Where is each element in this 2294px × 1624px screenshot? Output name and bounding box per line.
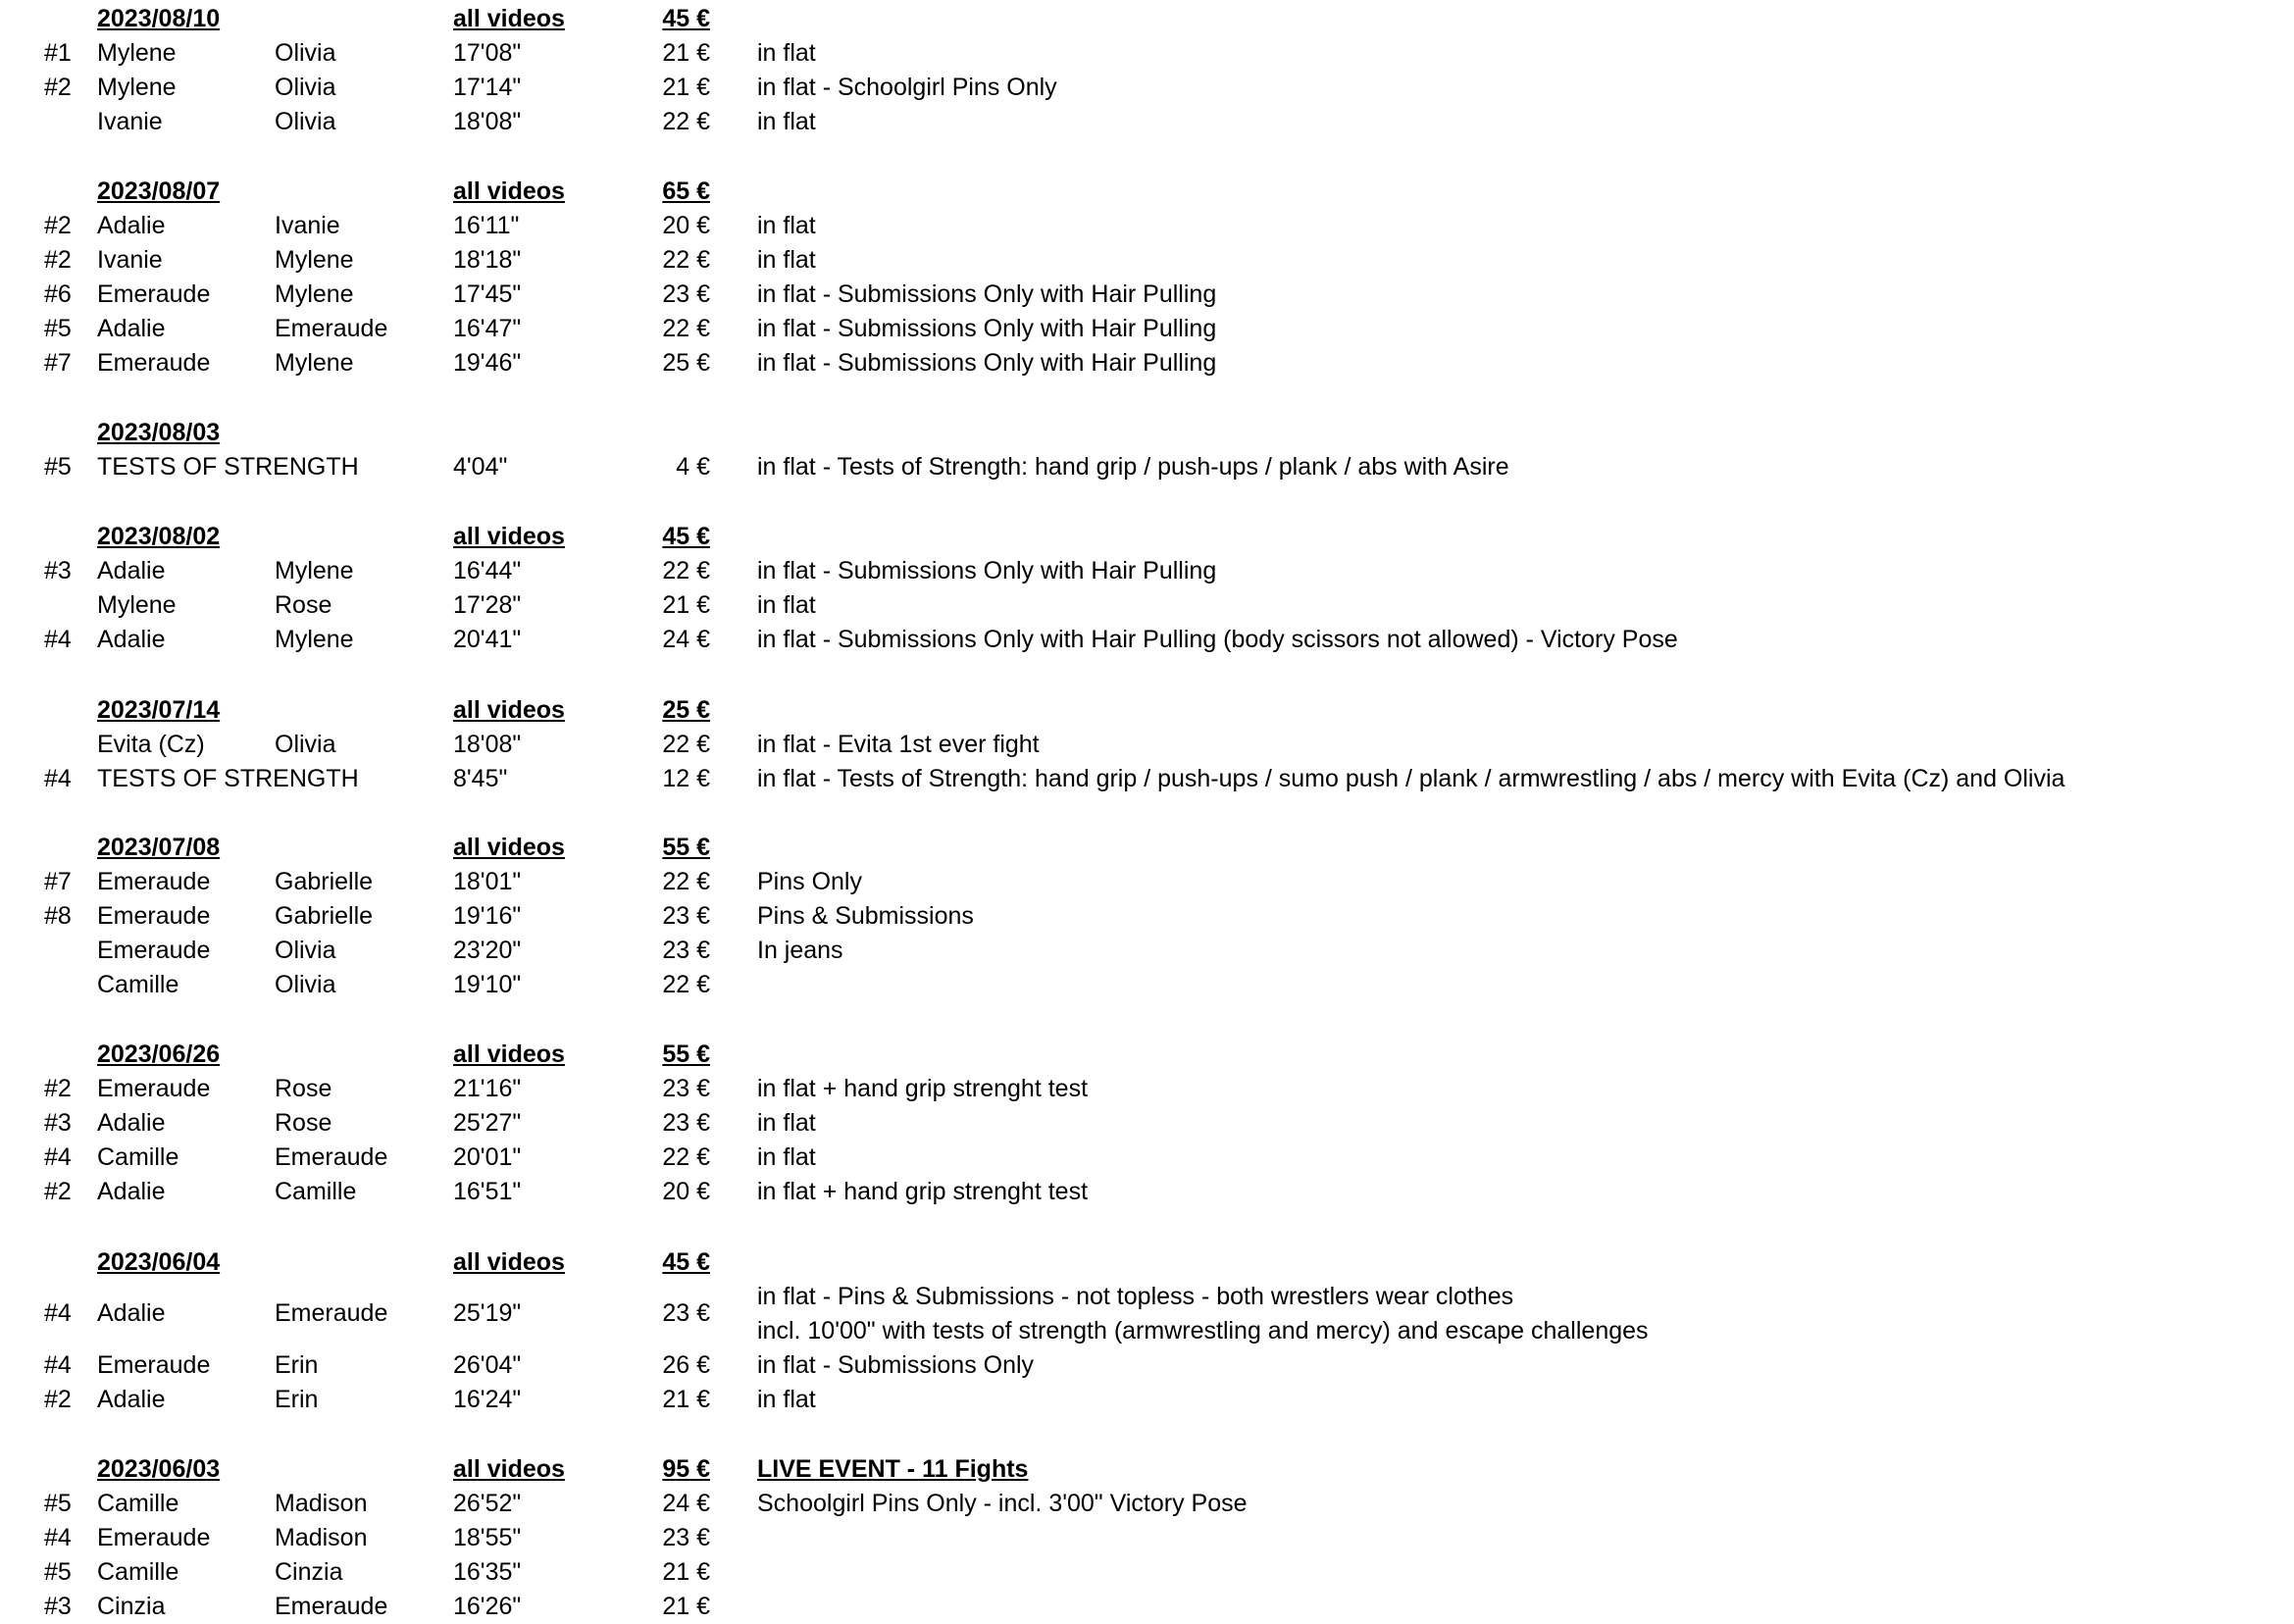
wrestler-1: Mylene xyxy=(97,591,177,619)
video-number: #4 xyxy=(44,1143,72,1171)
section-header xyxy=(0,520,2294,554)
section-header xyxy=(0,2,2294,36)
video-row xyxy=(0,865,2294,899)
video-row xyxy=(0,1383,2294,1417)
section-header xyxy=(0,1038,2294,1072)
section-header xyxy=(0,416,2294,450)
wrestler-2: Olivia xyxy=(275,731,336,758)
video-row xyxy=(0,968,2294,1002)
video-number: #8 xyxy=(44,902,72,930)
video-price: 23 € xyxy=(662,1299,710,1327)
wrestler-1: Adalie xyxy=(97,557,166,584)
video-number: #7 xyxy=(44,349,72,377)
video-price: 23 € xyxy=(662,1109,710,1137)
video-note: in flat - Evita 1st ever fight xyxy=(757,731,1040,758)
section-2023-06-04 xyxy=(0,1245,2294,1417)
wrestler-1: Emeraude xyxy=(97,280,211,308)
video-number: #2 xyxy=(44,1075,72,1102)
section-header xyxy=(0,693,2294,728)
video-price: 20 € xyxy=(662,212,710,239)
video-row xyxy=(0,623,2294,657)
wrestler-2: Madison xyxy=(275,1490,368,1517)
video-price: 21 € xyxy=(662,591,710,619)
video-duration: 18'55" xyxy=(453,1524,522,1551)
video-duration: 17'45" xyxy=(453,280,522,308)
video-price: 26 € xyxy=(662,1351,710,1379)
video-row xyxy=(0,728,2294,762)
video-number: #3 xyxy=(44,1593,72,1620)
video-duration: 23'20" xyxy=(453,937,522,964)
wrestler-1: Adalie xyxy=(97,626,166,653)
section-total: 45 € xyxy=(662,5,710,32)
video-duration: 20'01" xyxy=(453,1143,522,1171)
video-note: in flat - Tests of Strength: hand grip / push-ups / sumo push / plank / armwrestling / abs / mercy with Evita (Cz) and Olivia xyxy=(757,765,2065,792)
wrestler-2: Mylene xyxy=(275,349,354,377)
video-duration: 26'52" xyxy=(453,1490,522,1517)
video-price: 21 € xyxy=(662,74,710,101)
video-row xyxy=(0,554,2294,588)
video-note: in flat - Schoolgirl Pins Only xyxy=(757,74,1057,101)
all-videos-label: all videos xyxy=(453,1455,565,1483)
video-price: 21 € xyxy=(662,1593,710,1620)
wrestler-1: Adalie xyxy=(97,315,166,342)
wrestler-1: TESTS OF STRENGTH xyxy=(97,453,359,481)
video-duration: 18'01" xyxy=(453,868,522,895)
section-2023-06-03 xyxy=(0,1452,2294,1624)
video-note: in flat - Submissions Only with Hair Pulling xyxy=(757,349,1217,377)
video-duration: 25'19" xyxy=(453,1299,522,1327)
all-videos-label: all videos xyxy=(453,696,565,724)
wrestler-1: Adalie xyxy=(97,1386,166,1413)
video-duration: 17'14" xyxy=(453,74,522,101)
video-number: #4 xyxy=(44,1524,72,1551)
all-videos-label: all videos xyxy=(453,5,565,32)
section-2023-08-03 xyxy=(0,416,2294,484)
video-price: 24 € xyxy=(662,1490,710,1517)
video-note: in flat + hand grip strenght test xyxy=(757,1178,1089,1205)
wrestler-1: Emeraude xyxy=(97,349,211,377)
wrestler-1: Evita (Cz) xyxy=(97,731,205,758)
wrestler-1: Adalie xyxy=(97,1109,166,1137)
section-2023-06-26 xyxy=(0,1038,2294,1209)
wrestler-2: Olivia xyxy=(275,74,336,101)
section-date: 2023/07/08 xyxy=(97,834,221,861)
video-number: #4 xyxy=(44,1351,72,1379)
video-note: in flat xyxy=(757,39,816,67)
video-row xyxy=(0,1280,2294,1348)
section-header xyxy=(0,831,2294,865)
video-row xyxy=(0,1521,2294,1555)
video-duration: 17'08" xyxy=(453,39,522,67)
video-number: #4 xyxy=(44,626,72,653)
wrestler-2: Mylene xyxy=(275,626,354,653)
wrestler-2: Rose xyxy=(275,591,332,619)
wrestler-2: Olivia xyxy=(275,937,336,964)
video-row xyxy=(0,762,2294,796)
video-number: #4 xyxy=(44,765,72,792)
video-number: #1 xyxy=(44,39,72,67)
video-price: 21 € xyxy=(662,1558,710,1586)
wrestler-2: Erin xyxy=(275,1351,319,1379)
wrestler-2: Olivia xyxy=(275,39,336,67)
video-price: 22 € xyxy=(662,108,710,135)
video-price: 22 € xyxy=(662,1143,710,1171)
section-header xyxy=(0,175,2294,209)
video-number: #2 xyxy=(44,212,72,239)
video-row xyxy=(0,312,2294,346)
wrestler-2: Olivia xyxy=(275,971,336,998)
video-duration: 25'27" xyxy=(453,1109,522,1137)
wrestler-1: Ivanie xyxy=(97,108,163,135)
video-price: 22 € xyxy=(662,731,710,758)
section-2023-08-02 xyxy=(0,520,2294,657)
all-videos-label: all videos xyxy=(453,1248,565,1276)
section-2023-07-14 xyxy=(0,693,2294,796)
wrestler-2: Gabrielle xyxy=(275,868,374,895)
wrestler-1: Adalie xyxy=(97,1178,166,1205)
video-price: 23 € xyxy=(662,1075,710,1102)
video-number: #2 xyxy=(44,1386,72,1413)
video-number: #6 xyxy=(44,280,72,308)
video-note: in flat - Submissions Only xyxy=(757,1351,1035,1379)
wrestler-1: Emeraude xyxy=(97,1075,211,1102)
section-date: 2023/06/03 xyxy=(97,1455,221,1483)
wrestler-2: Emeraude xyxy=(275,1299,388,1327)
all-videos-label: all videos xyxy=(453,523,565,550)
section-header xyxy=(0,1245,2294,1280)
wrestler-2: Emeraude xyxy=(275,315,388,342)
wrestler-1: Emeraude xyxy=(97,1524,211,1551)
section-total: 55 € xyxy=(662,1040,710,1068)
video-row xyxy=(0,36,2294,71)
video-note: in flat xyxy=(757,1386,816,1413)
wrestler-2: Mylene xyxy=(275,246,354,274)
video-note: in flat - Pins & Submissions - not topless - both wrestlers wear clothes xyxy=(757,1283,1514,1310)
video-number: #3 xyxy=(44,1109,72,1137)
wrestler-1: TESTS OF STRENGTH xyxy=(97,765,359,792)
video-number: #5 xyxy=(44,315,72,342)
video-price: 23 € xyxy=(662,1524,710,1551)
video-row xyxy=(0,1175,2294,1209)
video-number: #2 xyxy=(44,1178,72,1205)
section-date: 2023/06/04 xyxy=(97,1248,221,1276)
video-note: in flat xyxy=(757,246,816,274)
video-duration: 16'47" xyxy=(453,315,522,342)
video-price: 23 € xyxy=(662,937,710,964)
wrestler-2: Emeraude xyxy=(275,1143,388,1171)
video-duration: 19'46" xyxy=(453,349,522,377)
video-note: Pins Only xyxy=(757,868,862,895)
video-row xyxy=(0,278,2294,312)
video-duration: 16'35" xyxy=(453,1558,522,1586)
video-note: In jeans xyxy=(757,937,843,964)
wrestler-2: Rose xyxy=(275,1075,332,1102)
wrestler-2: Cinzia xyxy=(275,1558,343,1586)
video-note: in flat - Submissions Only with Hair Pulling xyxy=(757,280,1217,308)
wrestler-1: Camille xyxy=(97,1143,179,1171)
wrestler-2: Mylene xyxy=(275,280,354,308)
wrestler-2: Camille xyxy=(275,1178,357,1205)
video-note-line-2: incl. 10'00" with tests of strength (armwrestling and mercy) and escape challenges xyxy=(757,1317,1649,1345)
section-date: 2023/08/10 xyxy=(97,5,221,32)
video-price: 22 € xyxy=(662,315,710,342)
wrestler-2: Rose xyxy=(275,1109,332,1137)
video-duration: 16'44" xyxy=(453,557,522,584)
video-price: 23 € xyxy=(662,902,710,930)
video-row xyxy=(0,346,2294,381)
video-note: Schoolgirl Pins Only - incl. 3'00" Victory Pose xyxy=(757,1490,1248,1517)
wrestler-1: Emeraude xyxy=(97,937,211,964)
video-note: in flat xyxy=(757,1109,816,1137)
video-duration: 26'04" xyxy=(453,1351,522,1379)
video-price: 23 € xyxy=(662,280,710,308)
wrestler-1: Camille xyxy=(97,1490,179,1517)
section-date: 2023/07/14 xyxy=(97,696,221,724)
section-date: 2023/08/07 xyxy=(97,178,221,205)
video-row xyxy=(0,71,2294,105)
video-price: 25 € xyxy=(662,349,710,377)
section-total: 45 € xyxy=(662,1248,710,1276)
wrestler-1: Adalie xyxy=(97,1299,166,1327)
all-videos-label: all videos xyxy=(453,1040,565,1068)
section-total: 65 € xyxy=(662,178,710,205)
wrestler-1: Cinzia xyxy=(97,1593,166,1620)
section-total: 45 € xyxy=(662,523,710,550)
video-duration: 21'16" xyxy=(453,1075,522,1102)
video-price: 22 € xyxy=(662,971,710,998)
video-duration: 17'28" xyxy=(453,591,522,619)
video-row xyxy=(0,105,2294,139)
video-number: #5 xyxy=(44,453,72,481)
video-row xyxy=(0,1348,2294,1383)
video-price: 21 € xyxy=(662,1386,710,1413)
section-date: 2023/08/03 xyxy=(97,419,221,446)
wrestler-2: Olivia xyxy=(275,108,336,135)
wrestler-1: Camille xyxy=(97,1558,179,1586)
video-duration: 19'10" xyxy=(453,971,522,998)
video-row xyxy=(0,1141,2294,1175)
wrestler-1: Mylene xyxy=(97,74,177,101)
section-2023-07-08 xyxy=(0,831,2294,1002)
video-duration: 16'11" xyxy=(453,212,520,239)
video-row xyxy=(0,934,2294,968)
video-price: 22 € xyxy=(662,557,710,584)
video-duration: 16'51" xyxy=(453,1178,522,1205)
video-duration: 18'18" xyxy=(453,246,522,274)
video-price: 21 € xyxy=(662,39,710,67)
wrestler-1: Emeraude xyxy=(97,868,211,895)
wrestler-1: Emeraude xyxy=(97,902,211,930)
video-price: 12 € xyxy=(662,765,710,792)
section-date: 2023/08/02 xyxy=(97,523,221,550)
video-number: #2 xyxy=(44,74,72,101)
video-row xyxy=(0,1590,2294,1624)
video-note: in flat - Submissions Only with Hair Pulling xyxy=(757,557,1217,584)
video-note: in flat - Submissions Only with Hair Pulling (body scissors not allowed) - Victory Pose xyxy=(757,626,1678,653)
video-row xyxy=(0,588,2294,623)
video-row xyxy=(0,1487,2294,1521)
video-duration: 8'45" xyxy=(453,765,508,792)
video-row xyxy=(0,450,2294,484)
section-total: 55 € xyxy=(662,834,710,861)
section-2023-08-10 xyxy=(0,2,2294,139)
video-note: in flat + hand grip strenght test xyxy=(757,1075,1089,1102)
wrestler-2: Erin xyxy=(275,1386,319,1413)
wrestler-1: Mylene xyxy=(97,39,177,67)
video-note: in flat - Submissions Only with Hair Pulling xyxy=(757,315,1217,342)
video-number: #7 xyxy=(44,868,72,895)
video-row xyxy=(0,899,2294,934)
video-row xyxy=(0,1106,2294,1141)
all-videos-label: all videos xyxy=(453,178,565,205)
video-duration: 19'16" xyxy=(453,902,522,930)
section-total: 95 € xyxy=(662,1455,710,1483)
wrestler-2: Madison xyxy=(275,1524,368,1551)
video-price: 22 € xyxy=(662,246,710,274)
video-duration: 20'41" xyxy=(453,626,522,653)
wrestler-2: Ivanie xyxy=(275,212,340,239)
video-note: Pins & Submissions xyxy=(757,902,974,930)
video-note: in flat xyxy=(757,591,816,619)
video-price: 4 € xyxy=(676,453,710,481)
video-number: #5 xyxy=(44,1558,72,1586)
wrestler-1: Emeraude xyxy=(97,1351,211,1379)
video-number: #4 xyxy=(44,1299,72,1327)
wrestler-1: Camille xyxy=(97,971,179,998)
video-note: in flat xyxy=(757,212,816,239)
video-note: in flat xyxy=(757,108,816,135)
video-number: #5 xyxy=(44,1490,72,1517)
wrestler-2: Gabrielle xyxy=(275,902,374,930)
video-number: #3 xyxy=(44,557,72,584)
video-number: #2 xyxy=(44,246,72,274)
all-videos-label: all videos xyxy=(453,834,565,861)
video-duration: 16'26" xyxy=(453,1593,522,1620)
section-header xyxy=(0,1452,2294,1487)
section-total: 25 € xyxy=(662,696,710,724)
video-duration: 16'24" xyxy=(453,1386,522,1413)
video-duration: 18'08" xyxy=(453,108,522,135)
video-row xyxy=(0,209,2294,243)
wrestler-1: Adalie xyxy=(97,212,166,239)
video-price: 22 € xyxy=(662,868,710,895)
wrestler-2: Mylene xyxy=(275,557,354,584)
wrestler-1: Ivanie xyxy=(97,246,163,274)
section-header-note: LIVE EVENT - 11 Fights xyxy=(757,1455,1029,1483)
video-price: 20 € xyxy=(662,1178,710,1205)
video-price: 24 € xyxy=(662,626,710,653)
wrestler-2: Emeraude xyxy=(275,1593,388,1620)
video-note-block xyxy=(757,1280,1649,1348)
video-row xyxy=(0,243,2294,278)
video-duration: 18'08" xyxy=(453,731,522,758)
section-date: 2023/06/26 xyxy=(97,1040,221,1068)
section-2023-08-07 xyxy=(0,175,2294,381)
video-duration: 4'04" xyxy=(453,453,508,481)
video-note: in flat xyxy=(757,1143,816,1171)
video-note: in flat - Tests of Strength: hand grip / push-ups / plank / abs with Asire xyxy=(757,453,1509,481)
video-row xyxy=(0,1072,2294,1106)
video-row xyxy=(0,1555,2294,1590)
